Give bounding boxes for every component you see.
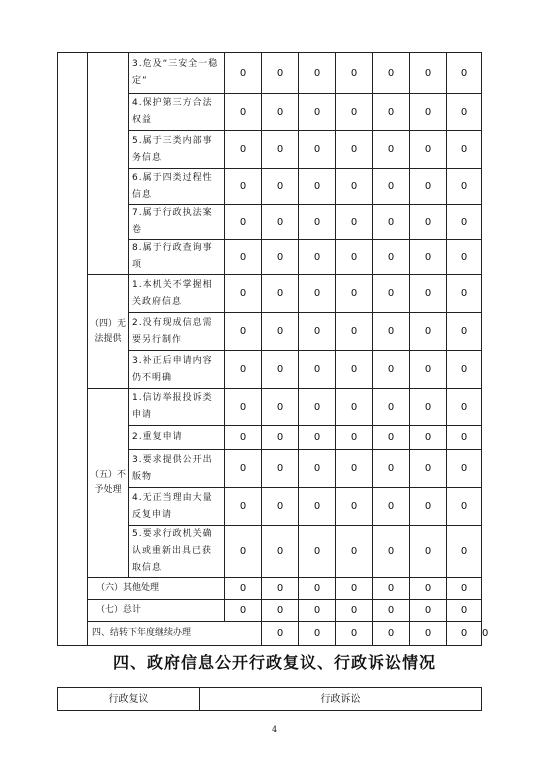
row-label: 2.没有现成信息需要另行制作 xyxy=(129,313,225,351)
table-cell: 0 xyxy=(336,131,373,169)
table-cell: 0 xyxy=(410,169,447,205)
table-cell: 0 xyxy=(447,351,482,389)
table-cell: 0 xyxy=(299,600,336,622)
table-cell: 0 xyxy=(373,488,410,526)
table-cell: 0 xyxy=(410,622,447,646)
table-cell: 0 xyxy=(336,94,373,131)
table-cell: 0 xyxy=(225,488,262,526)
table-cell: 0 xyxy=(336,205,373,240)
table-cell: 0 xyxy=(225,450,262,488)
table-cell: 0 xyxy=(262,131,299,169)
table-cell: 0 xyxy=(447,205,482,240)
table-cell: 0 xyxy=(225,426,262,450)
table-cell: 0 xyxy=(299,351,336,389)
table-cell: 0 xyxy=(447,600,482,622)
table-cell: 0 xyxy=(225,600,262,622)
table-cell: 0 xyxy=(299,526,336,578)
table-cell: 0 xyxy=(410,131,447,169)
table-cell: 0 xyxy=(336,426,373,450)
table-cell: 0 xyxy=(336,488,373,526)
table-cell: 0 xyxy=(447,53,482,94)
table-cell: 0 xyxy=(373,94,410,131)
table-cell: 0 xyxy=(225,205,262,240)
table-cell: 0 xyxy=(336,578,373,600)
row-label: 7.属于行政执法案卷 xyxy=(129,205,225,240)
table-cell: 0 xyxy=(447,578,482,600)
table-cell: 0 xyxy=(373,313,410,351)
column-header-litigation: 行政诉讼 xyxy=(200,688,482,711)
row-label: 4.保护第三方合法权益 xyxy=(129,94,225,131)
table-cell: 0 xyxy=(299,240,336,275)
table-cell: 0 xyxy=(262,488,299,526)
table-cell: 0 xyxy=(299,578,336,600)
row-label: 1.本机关不掌握相关政府信息 xyxy=(129,275,225,313)
table-cell: 0 xyxy=(299,131,336,169)
table-cell: 0 xyxy=(225,131,262,169)
table-cell: 0 xyxy=(447,169,482,205)
table-cell: 0 xyxy=(336,169,373,205)
table-cell: 0 xyxy=(373,600,410,622)
table-cell: 0 xyxy=(373,53,410,94)
table-cell: 0 xyxy=(447,94,482,131)
row-label: 4.无正当理由大量反复申请 xyxy=(129,488,225,526)
table-cell: 0 xyxy=(410,488,447,526)
table-cell: 0 xyxy=(262,622,299,646)
table-cell: 0 xyxy=(299,313,336,351)
table-cell: 0 xyxy=(262,600,299,622)
row-label: 3.危及“三安全一稳定” xyxy=(129,53,225,94)
table-cell: 0 xyxy=(299,488,336,526)
row-label: 1.信访举报投诉类申请 xyxy=(129,389,225,426)
table-cell: 0 xyxy=(410,526,447,578)
table-cell: 0 xyxy=(410,389,447,426)
table-cell: 0 xyxy=(373,169,410,205)
table-cell: 0 xyxy=(373,389,410,426)
row-label: 5.属于三类内部事务信息 xyxy=(129,131,225,169)
row-label-carryover: 四、结转下年度继续办理 xyxy=(88,622,262,646)
table-row xyxy=(58,600,482,622)
table-cell: 0 xyxy=(225,240,262,275)
table-row xyxy=(58,688,482,711)
table-cell: 0 xyxy=(225,53,262,94)
table-cell: 0 xyxy=(373,622,410,646)
table-cell: 0 xyxy=(336,351,373,389)
table-cell: 0 xyxy=(299,622,336,646)
table-cell: 0 xyxy=(373,450,410,488)
table-cell: 0 xyxy=(336,53,373,94)
table-cell: 0 xyxy=(373,240,410,275)
table-cell: 0 xyxy=(225,169,262,205)
table-cell: 0 xyxy=(373,578,410,600)
table-cell: 0 xyxy=(336,450,373,488)
table-cell: 0 xyxy=(262,240,299,275)
table-cell: 0 xyxy=(373,275,410,313)
group-title-no-provision: （四）无法提供 xyxy=(88,275,129,389)
table-cell: 0 xyxy=(410,94,447,131)
table-row xyxy=(58,275,482,313)
table-cell: 0 xyxy=(225,94,262,131)
table-row xyxy=(58,389,482,426)
table-cell: 0 xyxy=(410,53,447,94)
row-label-total: （七）总计 xyxy=(88,600,225,622)
table-cell: 0 xyxy=(299,450,336,488)
page-number: 4 xyxy=(271,725,278,734)
table-cell: 0 xyxy=(336,313,373,351)
table-cell: 0 xyxy=(447,426,482,450)
table-cell: 0 xyxy=(336,526,373,578)
table-cell: 0 xyxy=(410,240,447,275)
table-cell: 0 xyxy=(336,600,373,622)
table-row xyxy=(58,53,482,94)
table-cell: 0 xyxy=(225,275,262,313)
table-cell: 0 xyxy=(447,622,482,646)
table-cell: 0 xyxy=(410,205,447,240)
table-cell: 0 xyxy=(262,275,299,313)
table-cell: 0 xyxy=(225,351,262,389)
table-cell: 0 xyxy=(447,526,482,578)
table-cell: 0 xyxy=(225,526,262,578)
group-blank-cell xyxy=(88,53,129,275)
table-cell: 0 xyxy=(447,131,482,169)
table-cell: 0 xyxy=(336,622,373,646)
table-cell: 0 xyxy=(447,389,482,426)
section-heading: 四、政府信息公开行政复议、行政诉讼情况 xyxy=(112,653,436,672)
table-cell: 0 xyxy=(299,94,336,131)
table-cell: 0 xyxy=(262,94,299,131)
table-cell: 0 xyxy=(299,426,336,450)
table-cell: 0 xyxy=(410,578,447,600)
table-cell: 0 xyxy=(447,313,482,351)
row-label: 8.属于行政查询事项 xyxy=(129,240,225,275)
table-cell: 0 xyxy=(262,351,299,389)
group-title-not-processed: （五）不予处理 xyxy=(88,389,129,578)
table-cell: 0 xyxy=(225,313,262,351)
row-label: 6.属于四类过程性信息 xyxy=(129,169,225,205)
table-cell: 0 xyxy=(373,131,410,169)
column-header-review: 行政复议 xyxy=(58,688,200,711)
table-cell: 0 xyxy=(299,275,336,313)
table-cell: 0 xyxy=(410,351,447,389)
table-cell: 0 xyxy=(410,275,447,313)
table-cell: 0 xyxy=(299,53,336,94)
table-cell: 0 xyxy=(262,205,299,240)
outer-blank-cell xyxy=(58,53,88,646)
table-cell: 0 xyxy=(447,275,482,313)
disclosure-results-table xyxy=(57,52,489,646)
row-label: 3.补正后申请内容仍不明确 xyxy=(129,351,225,389)
table-cell: 0 xyxy=(262,313,299,351)
table-cell: 0 xyxy=(262,578,299,600)
table-cell: 0 xyxy=(410,313,447,351)
table-row: 四、结转下年度继续办理 0 0 0 0 0 0 0 xyxy=(58,622,482,646)
table-cell: 0 xyxy=(225,389,262,426)
table-cell: 0 xyxy=(447,450,482,488)
table-cell: 0 xyxy=(262,426,299,450)
table-cell: 0 xyxy=(373,526,410,578)
table-cell: 0 xyxy=(447,488,482,526)
table-cell: 0 xyxy=(410,450,447,488)
review-litigation-table xyxy=(57,687,482,711)
table-cell: 0 xyxy=(336,389,373,426)
table-cell: 0 xyxy=(225,578,262,600)
table-cell: 0 xyxy=(447,240,482,275)
table-cell: 0 xyxy=(299,205,336,240)
table-cell: 0 xyxy=(336,240,373,275)
row-label: 5.要求行政机关确认或重新出具已获取信息 xyxy=(129,526,225,578)
table-cell: 0 xyxy=(410,426,447,450)
table-row xyxy=(58,578,482,600)
table-cell: 0 xyxy=(336,275,373,313)
table-cell: 0 xyxy=(262,169,299,205)
table-cell: 0 xyxy=(262,53,299,94)
table-cell: 0 xyxy=(299,169,336,205)
table-cell: 0 xyxy=(262,526,299,578)
table-cell: 0 xyxy=(262,450,299,488)
table-cell: 0 xyxy=(373,426,410,450)
row-label-other: （六）其他处理 xyxy=(88,578,225,600)
table-cell: 0 xyxy=(410,600,447,622)
table-cell: 0 xyxy=(373,351,410,389)
table-cell: 0 xyxy=(373,205,410,240)
table-cell: 0 xyxy=(299,389,336,426)
row-label: 3.要求提供公开出版物 xyxy=(129,450,225,488)
row-label: 2.重复申请 xyxy=(129,426,225,450)
table-cell: 0 xyxy=(262,389,299,426)
